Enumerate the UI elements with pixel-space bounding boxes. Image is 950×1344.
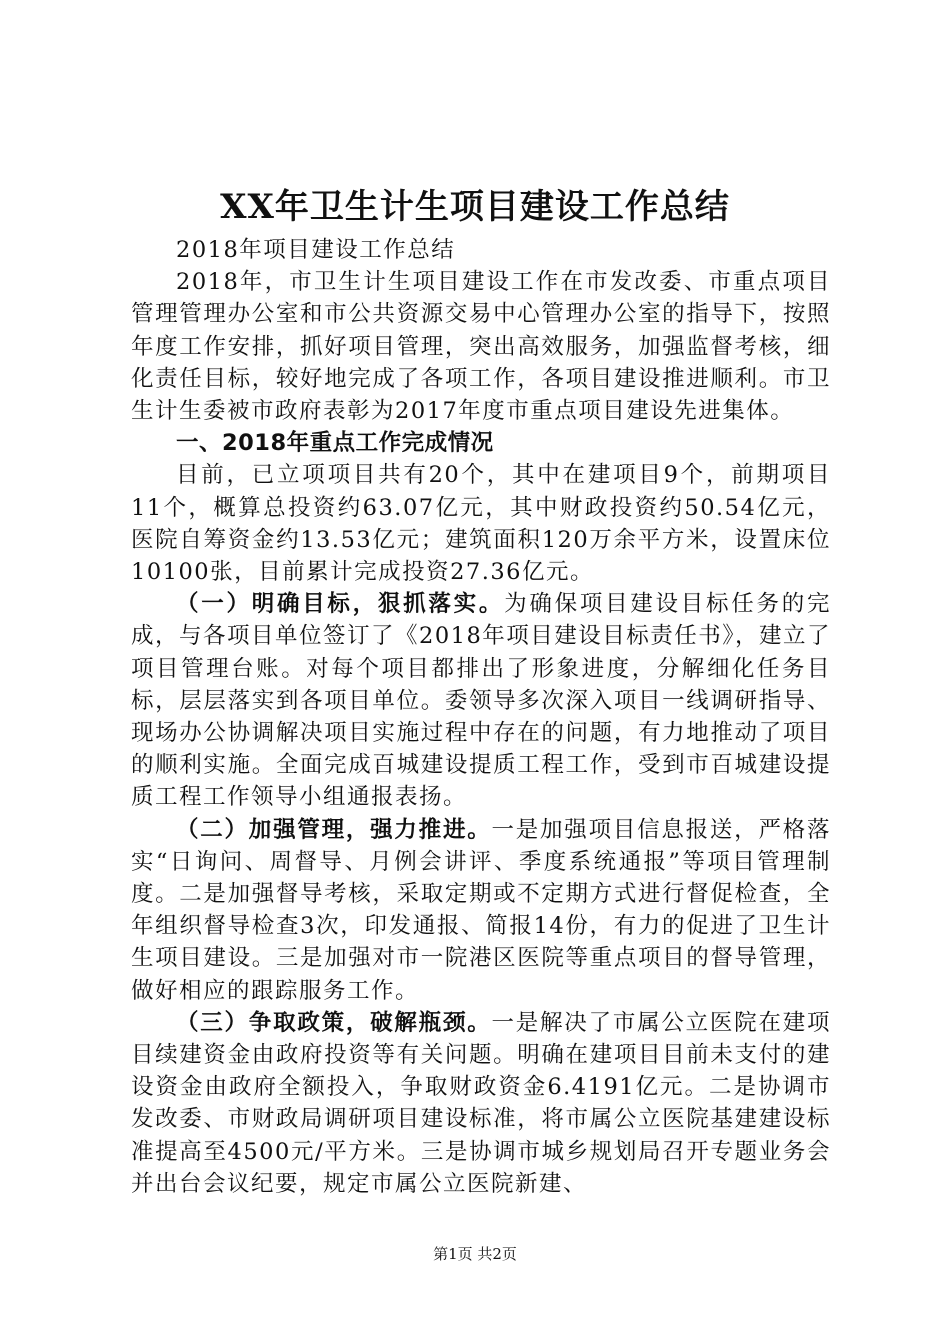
subtitle-paragraph: 2018年项目建设工作总结 [176, 237, 456, 263]
document-title: XX年卫生计生项目建设工作总结 [220, 187, 730, 227]
intro-paragraph: 2018年，市卫生计生项目建设工作在市发改委、市重点项目管理管理办公室和市公共资源交易中心管理办公室的指导下，按照年度工作安排，抓好项目管理，突出高效服务，加强监督考核，细化责任目标，较好地完成了各项工作，各项目建设推进顺利。市卫生计生委被市政府表彰为2017年度市重点项目建设先进集体。 [131, 269, 831, 425]
item-lead-3: （三）争取政策，破解瓶颈。 [176, 1009, 492, 1036]
item-lead-2: （二）加强管理，强力推进。 [176, 816, 492, 843]
item-text-2: 一是加强项目信息报送，严格落实“日询问、周督导、月例会讲评、季度系统通报”等项目管理制度。二是加强督导考核，采取定期或不定期方式进行督促检查，全年组织督导检查3次，印发通报、简报14份，有力的促进了卫生计生项目建设。三是加强对市一院港区医院等重点项目的督导管理，做好相应的跟踪服务工作。 [131, 816, 831, 1004]
item-paragraph-2 [131, 814, 831, 1007]
page-footer: 第1页 共2页 [433, 1245, 517, 1263]
item-text-1: 为确保项目建设目标任务的完成，与各项目单位签订了《2018年项目建设目标责任书》，建立了项目管理台账。对每个项目都排出了形象进度，分解细化任务目标，层层落实到各项目单位。委领导多次深入项目一线调研指导、现场办公协调解决项目实施过程中存在的问题，有力地推动了项目的顺利实施。全面完成百城建设提质工程工作，受到市百城建设提质工程工作领导小组通报表扬。 [131, 591, 832, 811]
document-body [131, 234, 831, 1200]
item-paragraph-3 [131, 1007, 831, 1200]
item-text-3: 一是解决了市属公立医院在建项目续建资金由政府投资等有关问题。明确在建项目目前未支付的建设资金由政府全额投入，争取财政资金6.4191亿元。二是协调市发改委、市财政局调研项目建设标准，将市属公立医院基建建设标准提高至4500元/平方米。三是协调市城乡规划局召开专题业务会并出台会议纪要，规定市属公立医院新建、 [131, 1009, 831, 1197]
item-lead-1: （一）明确目标，狠抓落实。 [176, 591, 505, 618]
section-heading: 一、2018年重点工作完成情况 [176, 430, 494, 457]
summary-paragraph: 目前，已立项项目共有20个，其中在建项目9个，前期项目11个，概算总投资约63.07亿元，其中财政投资约50.54亿元，医院自筹资金约13.53亿元；建筑面积120万余平方米，设置床位10100张，目前累计完成投资27.36亿元。 [131, 462, 831, 586]
item-paragraph-1 [131, 588, 831, 813]
